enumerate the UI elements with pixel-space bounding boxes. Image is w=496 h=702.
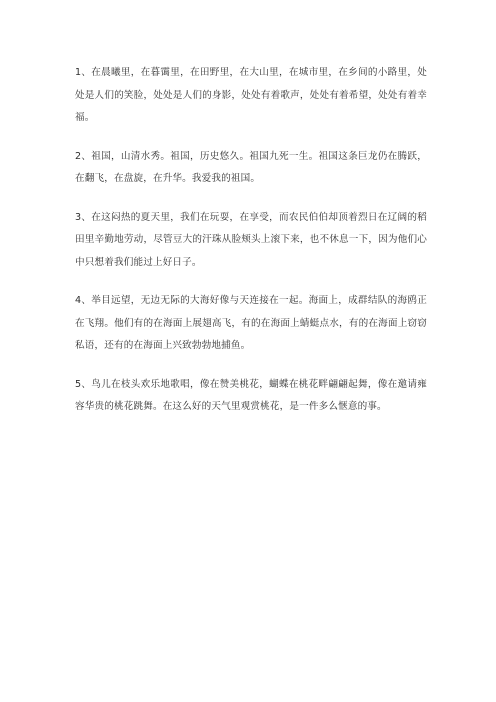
paragraph-1: 1、在晨曦里，在暮霭里，在田野里，在大山里，在城市里，在乡间的小路里，处处是人们的笑脸，处处是人们的身影，处处有着歌声，处处有着希望，处处有着幸福。 [75, 67, 427, 123]
document-body [75, 62, 427, 435]
paragraph-2: 2、祖国，山清水秀。祖国，历史悠久。祖国九死一生。祖国这条巨龙仍在腾跃，在翻飞，在盘旋，在升华。我爱我的祖国。 [75, 150, 427, 184]
paragraph-5: 5、鸟儿在枝头欢乐地歌唱，像在赞美桃花，蝴蝶在桃花畔翩翩起舞，像在邀请雍容华贵的桃花跳舞。在这么好的天气里观赏桃花，是一件多么惬意的事。 [75, 378, 427, 412]
paragraph-4: 4、举目远望，无边无际的大海好像与天连接在一起。海面上，成群结队的海鸥正在飞翔。他们有的在海面上展翅高飞，有的在海面上蜻蜓点水，有的在海面上窃窃私语，还有的在海面上兴致勃勃地捕鱼。 [75, 295, 427, 351]
paragraph-3: 3、在这闷热的夏天里，我们在玩耍，在享受，而农民伯伯却顶着烈日在辽阔的稻田里辛勤地劳动，尽管豆大的汗珠从脸颊头上滚下来，也不休息一下，因为他们心中只想着我们能过上好日子。 [75, 211, 427, 268]
